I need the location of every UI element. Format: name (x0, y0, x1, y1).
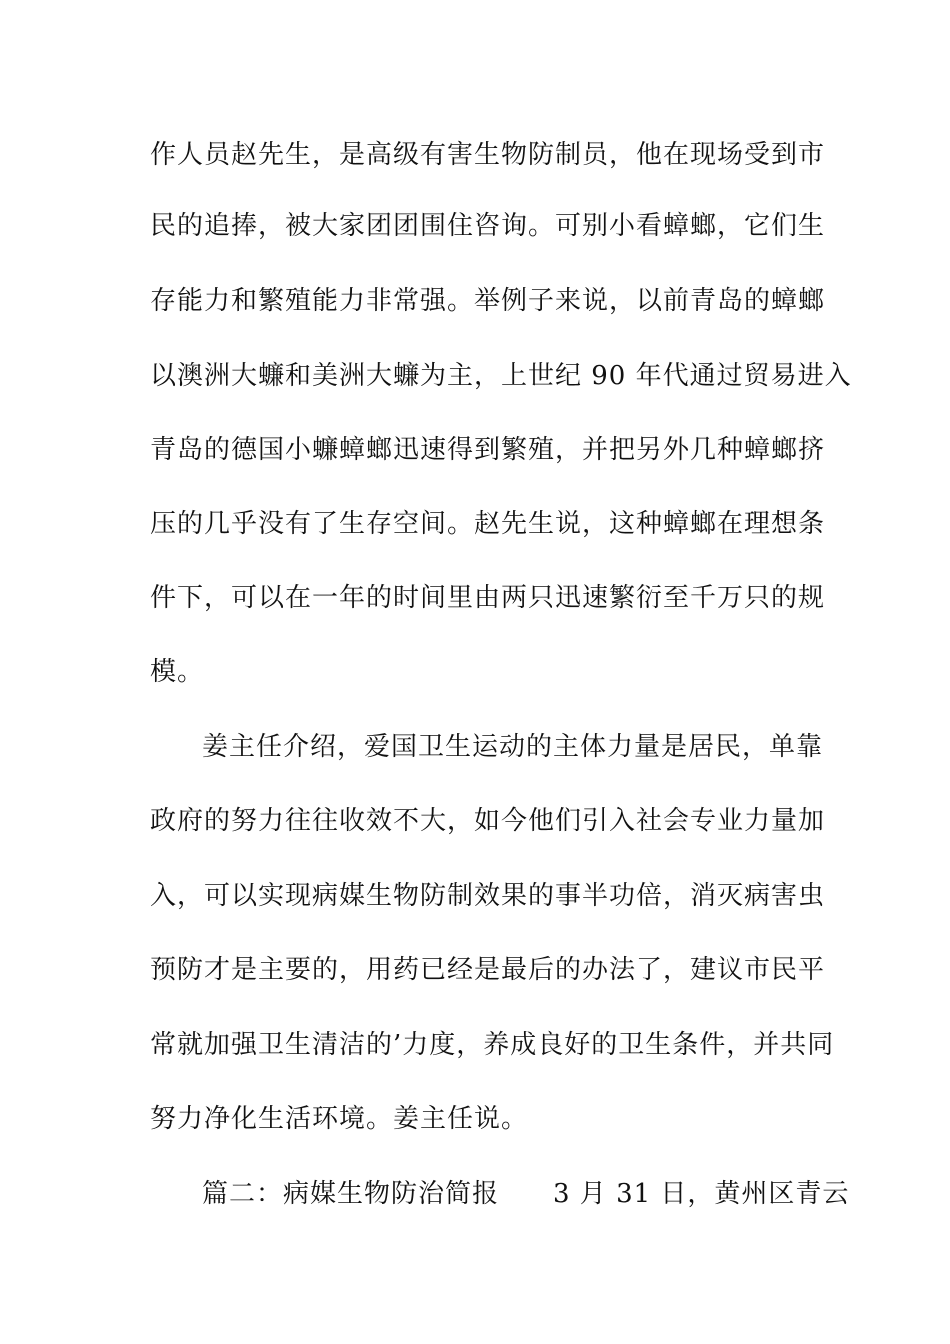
paragraph-2-line-2: 政府的努力往往收效不大，如今他们引入社会专业力量加 (150, 806, 826, 836)
paragraph-1-line-3: 存能力和繁殖能力非常强。举例子来说，以前青岛的蟑螂 (150, 286, 826, 316)
paragraph-1-line-1: 作人员赵先生，是高级有害生物防制员，他在现场受到市 (150, 140, 826, 170)
paragraph-2-line-4: 预防才是主要的，用药已经是最后的办法了，建议市民平 (150, 955, 826, 985)
paragraph-1-line-4: 以澳洲大蠊和美洲大蠊为主，上世纪 90 年代通过贸易进入 (150, 361, 852, 391)
paragraph-2-line-6: 努力净化生活环境。姜主任说。 (150, 1104, 529, 1134)
paragraph-1-line-6: 压的几乎没有了生存空间。赵先生说，这种蟑螂在理想条 (150, 509, 826, 539)
paragraph-1-line-2: 民的追捧，被大家团团围住咨询。可别小看蟑螂，它们生 (150, 211, 826, 241)
paragraph-2-line-1: 姜主任介绍，爱国卫生运动的主体力量是居民，单靠 (202, 732, 824, 762)
paragraph-2-line-5: 常就加强卫生清洁的’力度，养成良好的卫生条件，并共同 (150, 1030, 835, 1060)
paragraph-1-line-7: 件下，可以在一年的时间里由两只迅速繁衍至千万只的规 (150, 583, 826, 613)
paragraph-2-line-3: 入，可以实现病媒生物防制效果的事半功倍，消灭病害虫 (150, 881, 826, 911)
paragraph-1-line-8: 模。 (150, 657, 205, 687)
paragraph-3-line-1: 篇二：病媒生物防治简报 3 月 31 日，黄州区青云 (202, 1179, 850, 1209)
paragraph-1-line-5: 青岛的德国小蠊蟑螂迅速得到繁殖，并把另外几种蟑螂挤 (150, 435, 826, 465)
